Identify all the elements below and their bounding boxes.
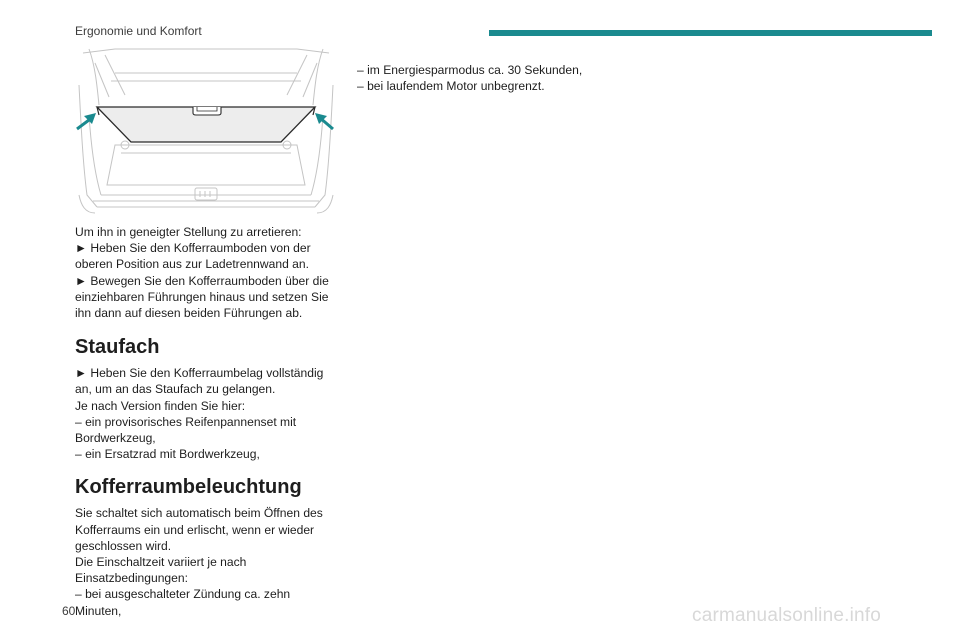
- text-line: – ein provisorisches Reifenpannenset mit: [75, 414, 297, 429]
- text-line: Die Einschaltzeit variiert je nach: [75, 555, 247, 570]
- text-line: ihn dann auf diesen beiden Führungen ab.: [75, 306, 303, 321]
- left-guide-arrow-icon: [77, 113, 96, 129]
- text-line: Einsatzbedingungen:: [75, 571, 188, 586]
- text-line: an, um an das Staufach zu gelangen.: [75, 382, 276, 397]
- trunk-floor-illustration: [75, 45, 337, 215]
- text-line: Sie schaltet sich automatisch beim Öffnen des: [75, 506, 323, 521]
- right-column: [357, 62, 657, 94]
- text-line: Bordwerkzeug,: [75, 431, 156, 446]
- heading-kofferraumbeleuchtung: Kofferraumbeleuchtung: [75, 476, 302, 499]
- text-line: oberen Position aus zur Ladetrennwand an.: [75, 257, 309, 272]
- right-guide-arrow-icon: [315, 113, 333, 129]
- text-line: Minuten,: [75, 603, 122, 618]
- text-line: – bei laufendem Motor unbegrenzt.: [357, 79, 545, 94]
- text-line: ► Heben Sie den Kofferraumboden von der: [75, 241, 311, 256]
- text-line: ► Bewegen Sie den Kofferraumboden über die: [75, 273, 329, 288]
- text-line: – im Energiesparmodus ca. 30 Sekunden,: [357, 63, 583, 77]
- text-line: einziehbaren Führungen hinaus und setzen Sie: [75, 289, 329, 304]
- text-line: ► Heben Sie den Kofferraumbelag vollständig: [75, 366, 324, 381]
- text-line: Je nach Version finden Sie hier:: [75, 398, 246, 413]
- watermark: carmanualsonline.info: [692, 605, 882, 626]
- heading-staufach: Staufach: [75, 336, 160, 359]
- left-column: [75, 224, 345, 619]
- text-line: Um ihn in geneigter Stellung zu arretieren:: [75, 225, 302, 239]
- text-line: – bei ausgeschalteter Zündung ca. zehn: [75, 587, 291, 602]
- text-line: – ein Ersatzrad mit Bordwerkzeug,: [75, 447, 260, 462]
- section-title: Ergonomie und Komfort: [75, 24, 202, 38]
- text-line: Kofferraums ein und erlischt, wenn er wieder: [75, 522, 315, 537]
- header-accent-bar: [489, 30, 932, 36]
- page-number: 60: [62, 604, 76, 618]
- text-line: geschlossen wird.: [75, 538, 172, 553]
